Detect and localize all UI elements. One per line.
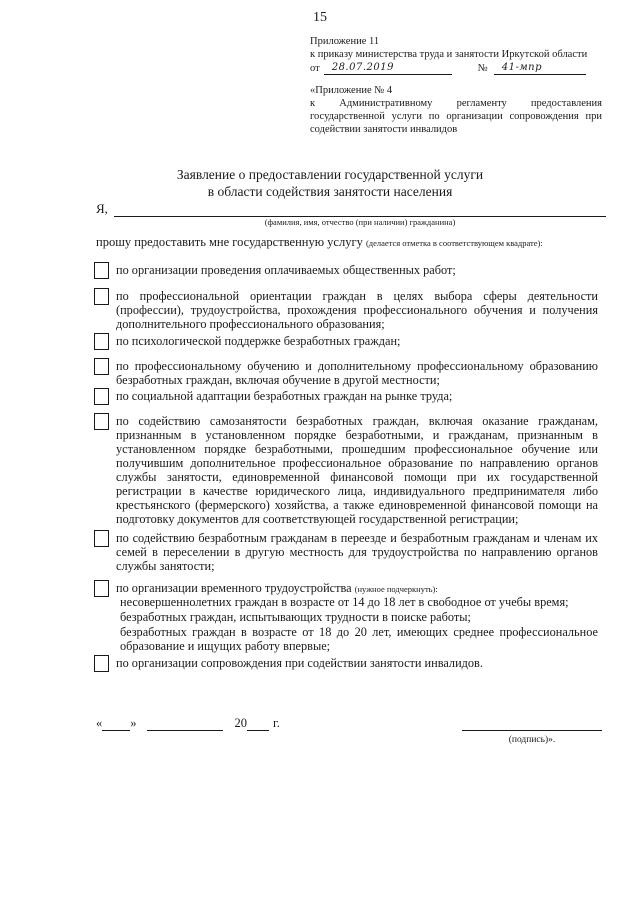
date-day-field[interactable] [102,718,130,731]
option-psych-support: по психологической поддержке безработных граждан; [116,334,401,348]
checkbox-disabled-support[interactable] [94,655,109,672]
number-label: № [477,63,488,74]
title-line-2: в области содействия занятости населения [207,184,453,199]
request-text: прошу предоставить мне государственную услугу [96,235,363,249]
checkbox-temp-employment[interactable] [94,580,109,597]
signature-caption: (подпись)». [508,735,556,745]
option-temp-employment [116,581,598,596]
signature-field[interactable] [462,730,602,731]
checkbox-social-adaptation[interactable] [94,388,109,405]
applicant-caption: (фамилия, имя, отчество (при наличии) гражданина) [264,217,456,227]
date-line [96,716,280,731]
date-month-field[interactable] [147,718,223,731]
date-open-quote: « [96,716,103,730]
applicant-label: Я, [96,201,108,216]
appendix-header [310,35,602,75]
request-line [96,235,606,250]
temp-sub-young-graduates: безработных граждан в возрасте от 18 до 20 лет, имеющих среднее профессиональное образование и ищущих работу впервые; [120,625,598,653]
checkbox-psych-support[interactable] [94,333,109,350]
appendix-ref-text: к Административному регламенту предоставления государственной услуги по организации сопровождения при содействии занятости инвалидов [310,98,602,135]
title-line-1: Заявление о предоставлении государственной услуги [176,167,484,182]
checkbox-public-works[interactable] [94,262,109,279]
appendix-order-ref: к приказу министерства труда и занятости Иркутской области [310,49,588,60]
option-career-guidance: по профессиональной ориентации граждан в целях выбора сферы деятельности (профессии), трудоустройства, прохождения профессионального обучения и получения дополнительного профессионального образования; [116,289,598,331]
option-temp-employment-text: по организации временного трудоустройства [116,581,352,595]
handwritten-number: 41-мпр [501,62,542,73]
appendix-reference [310,84,602,136]
appendix-date-number-row [310,61,602,75]
option-self-employment: по содействию самозанятости безработных граждан, включая оказание гражданам, признанным в установленном порядке безработными, и гражданам, признанным в установленном порядке безработными, прошедшим профессиональное обучение или получившим дополнительное профессиональное образование по направлению органов службы занятости, единовременной финансовой помощи при их государственной регистрации в качестве юридического лица, индивидуального предпринимателя либо крестьянского (фермерского) хозяйства, а также единовременной финансовой помощи на подготовку документов для соответствующей государственной регистрации; [116,414,598,526]
temp-sub-minors: несовершеннолетних граждан в возрасте от 14 до 18 лет в свободное от учебы время; [120,595,569,609]
handwritten-date: 28.07.2019 [331,62,394,73]
date-year-suffix: г. [273,716,280,730]
checkbox-relocation[interactable] [94,530,109,547]
page-number: 15 [313,10,327,25]
number-field [494,61,586,75]
checkbox-career-guidance[interactable] [94,288,109,305]
date-year-prefix: 20 [234,716,247,730]
temp-sub-hard-to-employ: безработных граждан, испытывающих трудности в поиске работы; [120,610,471,624]
appendix-title: Приложение 11 [310,36,380,47]
checkbox-self-employment[interactable] [94,413,109,430]
date-close-quote: » [130,716,137,730]
applicant-row [96,201,606,217]
applicant-name-field[interactable] [114,204,606,217]
date-field [324,61,452,75]
option-disabled-support: по организации сопровождения при содействии занятости инвалидов. [116,656,483,670]
appendix-ref-title: «Приложение № 4 [310,85,393,96]
option-social-adaptation: по социальной адаптации безработных граждан на рынке труда; [116,389,453,403]
checkbox-vocational-training[interactable] [94,358,109,375]
document-title [120,166,540,200]
request-note: (делается отметка в соответствующем квадрате): [365,238,543,248]
temp-employment-note: (нужное подчеркнуть): [354,584,438,594]
option-public-works: по организации проведения оплачиваемых общественных работ; [116,263,456,277]
option-vocational-training: по профессиональному обучению и дополнительному профессиональному образованию безработных граждан, включая обучение в другой местности; [116,359,598,387]
option-relocation: по содействию безработным гражданам в переезде и безработным гражданам и членам их семей в переселении в другую местность для трудоустройства по направлению органов службы занятости; [116,531,598,573]
from-label: от [310,63,320,74]
date-year-field[interactable] [247,718,269,731]
